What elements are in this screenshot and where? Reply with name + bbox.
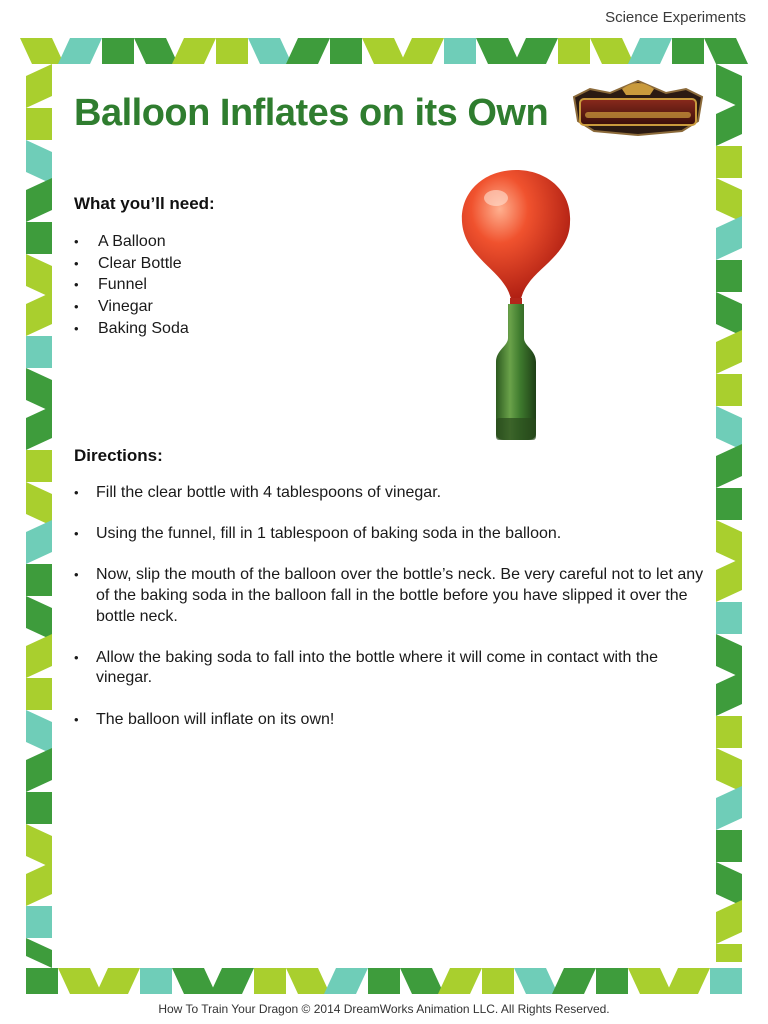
border-block bbox=[558, 38, 590, 64]
border-block bbox=[672, 38, 704, 64]
border-block bbox=[716, 672, 742, 716]
border-block bbox=[716, 330, 742, 374]
list-item: • Using the funnel, fill in 1 tablespoon of baking soda in the balloon. bbox=[74, 524, 704, 545]
border-block bbox=[444, 38, 476, 64]
list-item: • Clear Bottle bbox=[74, 253, 189, 275]
border-block bbox=[438, 968, 482, 994]
border-block bbox=[716, 178, 742, 222]
border-block bbox=[210, 968, 254, 994]
border-block bbox=[716, 292, 742, 336]
border-block bbox=[96, 968, 140, 994]
border-block bbox=[716, 260, 742, 292]
border-block bbox=[704, 38, 748, 64]
border-block bbox=[26, 108, 52, 140]
border-block bbox=[330, 38, 362, 64]
border-block bbox=[716, 830, 742, 862]
border-block bbox=[26, 368, 52, 412]
border-block bbox=[590, 38, 634, 64]
border-block bbox=[716, 444, 742, 488]
border-block bbox=[324, 968, 368, 994]
border-block bbox=[26, 254, 52, 298]
border-block bbox=[362, 38, 406, 64]
border-block bbox=[26, 968, 58, 994]
border-block bbox=[248, 38, 292, 64]
list-item: • The balloon will inflate on its own! bbox=[74, 710, 704, 731]
border-block bbox=[476, 38, 520, 64]
border-block bbox=[716, 634, 742, 678]
border-block bbox=[628, 38, 672, 64]
border-block bbox=[514, 968, 558, 994]
border-block bbox=[716, 520, 742, 564]
border-block bbox=[716, 216, 742, 260]
border-block bbox=[58, 968, 102, 994]
border-block bbox=[26, 64, 52, 108]
border-block bbox=[26, 938, 52, 968]
border-block bbox=[26, 824, 52, 868]
border-block bbox=[482, 968, 514, 994]
border-block bbox=[58, 38, 102, 64]
border-block bbox=[26, 792, 52, 824]
list-item: • Vinegar bbox=[74, 296, 189, 318]
border-block bbox=[26, 292, 52, 336]
border-block bbox=[254, 968, 286, 994]
border-block bbox=[26, 862, 52, 906]
border-block bbox=[716, 716, 742, 748]
border-block bbox=[26, 678, 52, 710]
border-block bbox=[368, 968, 400, 994]
list-item: • Allow the baking soda to fall into the bottle where it will come in contact with the vinegar. bbox=[74, 648, 704, 689]
border-block bbox=[286, 38, 330, 64]
list-item: • Fill the clear bottle with 4 tablespoons of vinegar. bbox=[74, 483, 704, 504]
border-block bbox=[26, 222, 52, 254]
needs-heading: What you’ll need: bbox=[74, 194, 215, 213]
border-block bbox=[102, 38, 134, 64]
border-block bbox=[710, 968, 742, 994]
border-block bbox=[666, 968, 710, 994]
border-block bbox=[286, 968, 330, 994]
border-block bbox=[26, 482, 52, 526]
border-block bbox=[552, 968, 596, 994]
border-block bbox=[514, 38, 558, 64]
border-block bbox=[26, 634, 52, 678]
list-item: • A Balloon bbox=[74, 231, 189, 253]
border-block bbox=[716, 862, 742, 906]
border-block bbox=[716, 488, 742, 520]
border-block bbox=[716, 944, 742, 962]
border-block bbox=[400, 38, 444, 64]
border-block bbox=[140, 968, 172, 994]
list-item: • Funnel bbox=[74, 274, 189, 296]
border-block bbox=[26, 710, 52, 754]
border-block bbox=[216, 38, 248, 64]
page-title: Balloon Inflates on its Own bbox=[74, 92, 549, 134]
border-block bbox=[400, 968, 444, 994]
supplies-list bbox=[74, 231, 189, 340]
border-block bbox=[134, 38, 178, 64]
list-item: • Now, slip the mouth of the balloon over the bottle’s neck. Be very careful not to let any of the baking soda in the balloon fall in the bottle before you have slipped it over the bottle neck. bbox=[74, 565, 704, 627]
border-block bbox=[26, 564, 52, 596]
border-block bbox=[596, 968, 628, 994]
school-of-dragons-logo bbox=[570, 75, 706, 139]
border-block bbox=[716, 602, 742, 634]
border-block bbox=[716, 900, 742, 944]
border-block bbox=[716, 786, 742, 830]
category-label: Science Experiments bbox=[605, 9, 746, 26]
border-block bbox=[716, 102, 742, 146]
border-block bbox=[26, 178, 52, 222]
border-block bbox=[172, 38, 216, 64]
border-block bbox=[716, 406, 742, 450]
border-block bbox=[716, 374, 742, 406]
border-block bbox=[172, 968, 216, 994]
border-block bbox=[26, 596, 52, 640]
directions-heading: Directions: bbox=[74, 446, 163, 465]
border-block bbox=[716, 64, 742, 108]
border-block bbox=[26, 520, 52, 564]
list-item: • Baking Soda bbox=[74, 318, 189, 340]
border-block bbox=[716, 146, 742, 178]
border-block bbox=[26, 140, 52, 184]
balloon-on-bottle-icon bbox=[456, 166, 576, 442]
copyright-footer: How To Train Your Dragon © 2014 DreamWorks Animation LLC. All Rights Reserved. bbox=[158, 1002, 610, 1016]
border-block bbox=[716, 558, 742, 602]
border-block bbox=[26, 450, 52, 482]
border-block bbox=[26, 906, 52, 938]
directions-list bbox=[74, 483, 704, 751]
border-block bbox=[26, 748, 52, 792]
border-block bbox=[26, 406, 52, 450]
border-block bbox=[628, 968, 672, 994]
border-block bbox=[716, 748, 742, 792]
border-block bbox=[26, 336, 52, 368]
border-block bbox=[20, 38, 64, 64]
